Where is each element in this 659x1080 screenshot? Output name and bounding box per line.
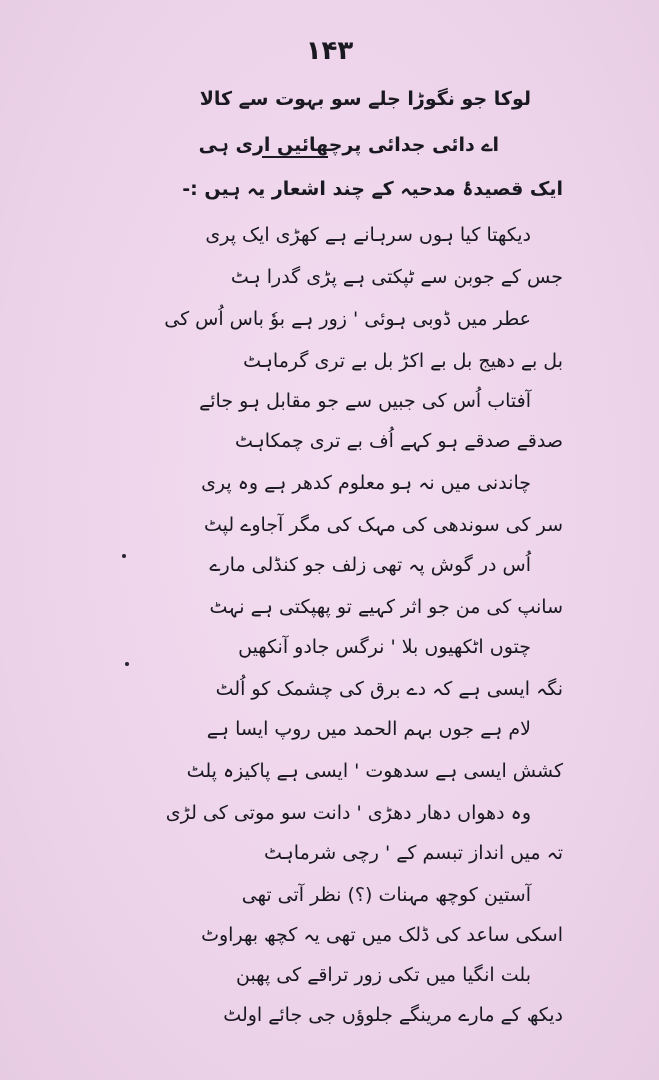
verse-line: بل بے دھیج بل بے اکڑ بل بے تری گرماہٹ bbox=[243, 350, 563, 372]
verse-line: آفتاب اُس کی جبیں سے جو مقابل ہو جائے bbox=[199, 390, 531, 412]
verse-line: وہ دھواں دھار دھڑی ' دانت سو موتی کی لڑی bbox=[165, 802, 531, 824]
verse-line: سر کی سوندھی کی مہک کی مگر آجاوے لپٹ bbox=[204, 514, 563, 536]
verse-line: چاندنی میں نہ ہو معلوم کدھر ہے وہ پری bbox=[201, 472, 531, 494]
ink-dot bbox=[125, 662, 129, 666]
verse-line: دیکھتا کیا ہوں سرہانے ہے کھڑی ایک پری bbox=[205, 224, 531, 246]
verse-line: عطر میں ڈوبی ہوئی ' زور ہے بوٗ باس اُس کی bbox=[164, 308, 531, 330]
verse-line: اُس در گوش پہ تھی زلف جو کنڈلی مارے bbox=[209, 554, 531, 576]
verse-line: آستین کوچھ مہنات (؟) نظر آتی تھی bbox=[241, 884, 531, 906]
verse-line: صدقے صدقے ہو کہے اُف بے تری چمکاہٹ bbox=[234, 430, 563, 452]
verse-line: نگہ ایسی ہے کہ دے برق کی چشمک کو اُلٹ bbox=[215, 678, 563, 700]
verse-line: دیکھ کے مارے مرینگے جلوؤں جی جائے اولٹ bbox=[223, 1004, 563, 1026]
verse-line: اسکی ساعد کی ڈلک میں تھی یہ کچھ بھراوٹ bbox=[201, 924, 563, 946]
underline bbox=[262, 156, 328, 158]
verse-line: اے دائی جدائی پرچھائیں اری ہی bbox=[198, 134, 499, 156]
verse-line: بلت انگیا میں تکی زور تراقے کی پھبن bbox=[235, 964, 531, 986]
verse-line: لام ہے جوں بہم الحمد میں روپ ایسا ہے bbox=[206, 718, 531, 740]
verse-line: چتوں اٹکھیوں بلا ' نرگس جادو آنکھیں bbox=[238, 636, 531, 658]
verse-line: جس کے جوبن سے ٹپکتی ہے پڑی گدرا ہٹ bbox=[230, 266, 563, 288]
verse-line: کشش ایسی ہے سدھوت ' ایسی ہے پاکیزہ پلٹ bbox=[186, 760, 563, 782]
ink-dot bbox=[122, 554, 126, 558]
section-heading: ایک قصیدۂ مدحیہ کے چند اشعار یہ ہیں :- bbox=[182, 178, 563, 200]
verse-line: لوکا جو نگوڑا جلے سو بہوت سے کالا bbox=[199, 88, 531, 110]
verse-line: سانپ کی من جو اثر کہیے تو پھپکتی ہے نہٹ bbox=[209, 596, 563, 618]
verse-line: تہ میں انداز تبسم کے ' رچی شرماہٹ bbox=[264, 842, 563, 864]
page-number: ۱۴۳ bbox=[305, 36, 354, 66]
